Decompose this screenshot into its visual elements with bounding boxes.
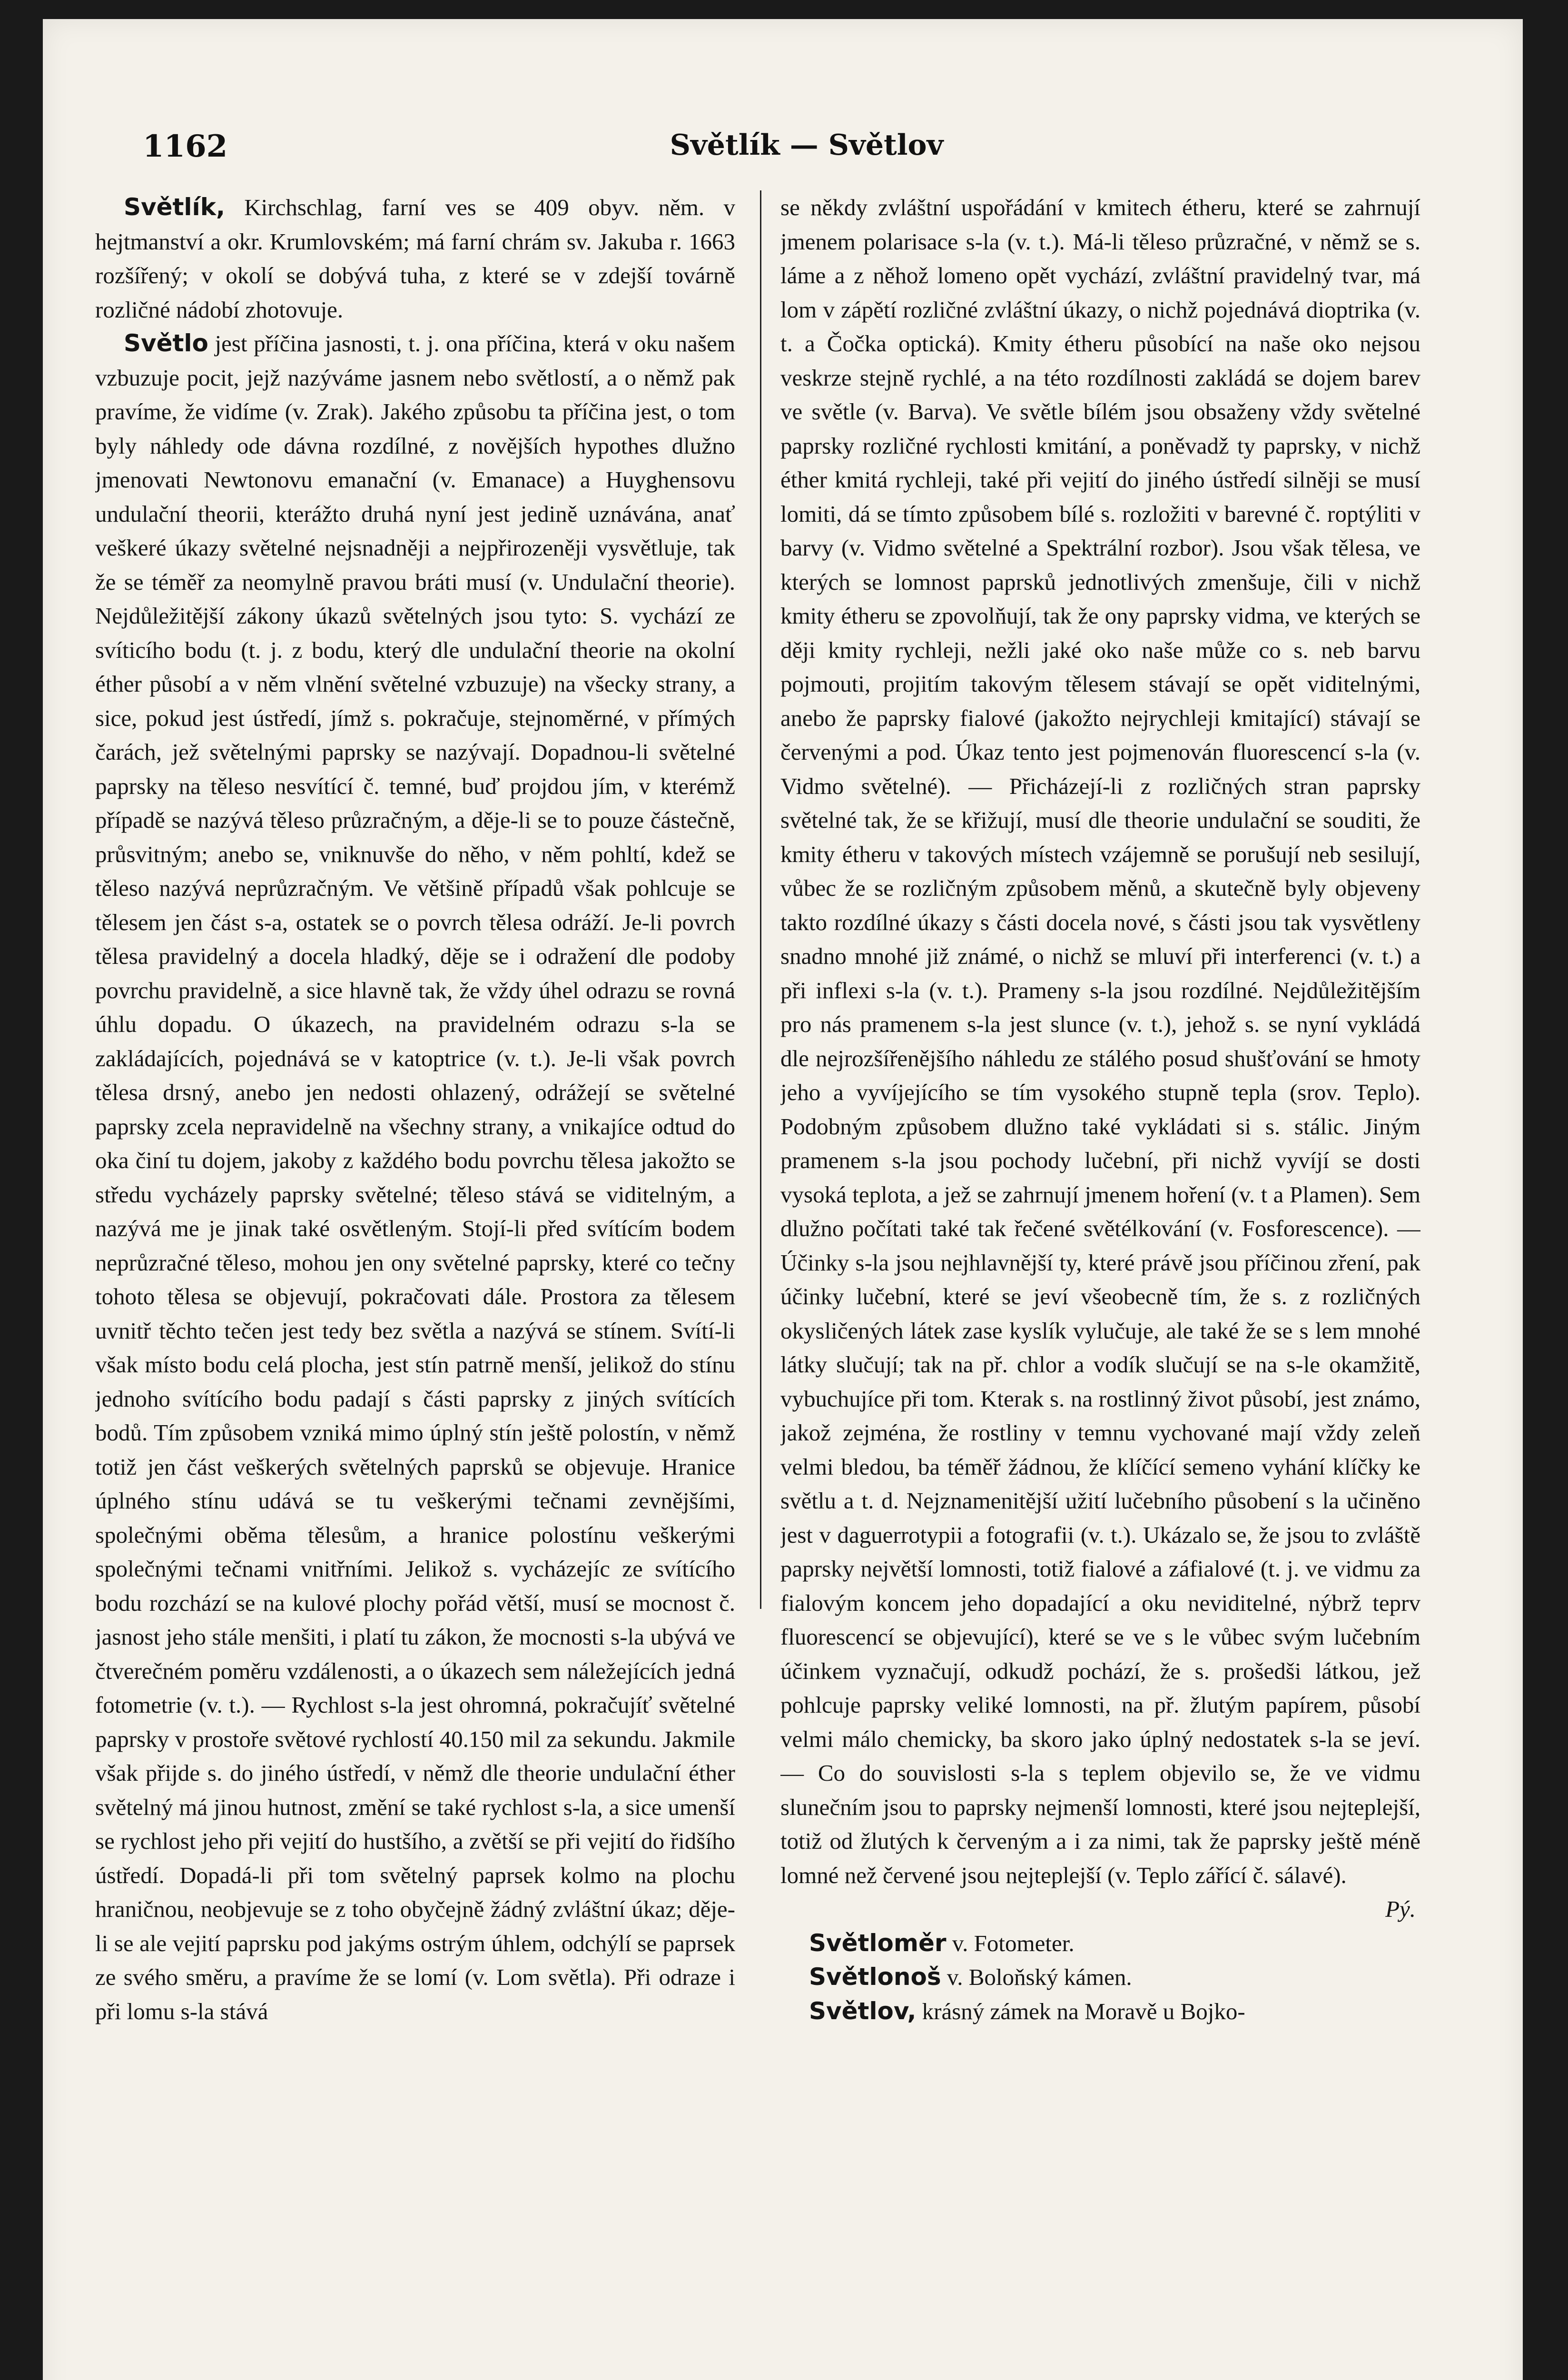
- headword-svetlomer: Světloměr: [809, 1929, 947, 1957]
- entry-svetlomer: [780, 1926, 1420, 1961]
- page-number: 1162: [143, 129, 228, 164]
- right-column: [780, 190, 1420, 2356]
- headword-svetlo: Světlo: [124, 329, 208, 357]
- entry-text-svetlonos: v. Boloňský kámen.: [947, 1964, 1132, 1990]
- headword-svetlonos: Světlonoš: [809, 1963, 941, 1991]
- author-signature: Pý.: [1385, 1896, 1416, 1922]
- page-header: [143, 129, 1470, 181]
- entry-text-svetlov: krásný zámek na Moravě u Bojko-: [922, 1998, 1245, 2024]
- entry-text-svetlo: jest příčina jasnosti, t. j. ona příčina, která v oku našem vzbuzuje pocit, jejž nazýváme jasnem nebo světlostí, a o němž pak pravíme, že vidíme (v. Zrak). Jakého způsobu ta příčina jest, o tom byly náhledy ode dávna rozdílné, z novějších hypothes dlužno jmenovati Newtonovu emanační (v. Emanace) a Huyghensovu undulační theorii, kterážto druhá nyní jest jedině uznávána, anať veškeré úkazy světelné nejsnadněji a nejpřirozeněji vysvětluje, tak že se téměř za neomylně pravou bráti musí (v. Undulační theorie). Nejdůležitější zákony úkazů světelných jsou tyto: S. vychází ze svíticího bodu (t. j. z bodu, který dle undulační theorie na okolní éther působí a v něm vlnění světelné vzbuzuje) na všecky strany, a sice, pokud jest ústředí, jímž s. pokračuje, stejnoměrné, v přímých čarách, jež světelnými paprsky se nazývají. Dopadnou-li světelné paprsky na těleso nesvítící č. temné, buď projdou jím, v kterémž případě se nazývá těleso průzračným, a děje-li se to pouze částečně, průsvitným; anebo se, vniknuvše do něho, v něm pohltí, kdež se těleso nazývá neprůzračným. Ve většině případů však pohlcuje se tělesem jen část s-a, ostatek se o povrch tělesa odráží. Je-li povrch tělesa pravidelný a docela hladký, děje se i odražení dle podoby povrchu pravidelně, a sice hlavně tak, že vždy úhel odrazu se rovná úhlu dopadu. O úkazech, na pravidelném odrazu s-la se zakládajících, pojednává se v katoptrice (v. t.). Je-li však povrch tělesa drsný, anebo jen nedosti ohlazený, odrážejí se světelné paprsky zcela nepravidelně na všechny strany, a vnikajíce odtud do oka činí tu dojem, jakoby z každého bodu povrchu tělesa jakožto se středu vycházely paprsky světelné; těleso stává se viditelným, a nazývá me je jinak také osvětleným. Stojí-li před svítícím bodem neprůzračné těleso, mohou jen ony světelné paprsky, které co tečny tohoto tělesa se objevují, pokračovati dále. Prostora za tělesem uvnitř těchto tečen jest tedy bez světla a nazývá se stínem. Svítí-li však místo bodu celá plocha, jest stín patrně menší, jelikož do stínu jednoho svítícího bodu padají s části paprsky z jiných svítících bodů. Tím způsobem vzniká mimo úplný stín ještě polostín, v němž totiž jen část veškerých světelných paprsků se objevuje. Hranice úplného stínu udává se tu veškerými tečnami zevnějšími, společnými oběma tělesům, a hranice polostínu veškerými společnými tečnami vnitřními. Jelikož s. vycházejíc ze svítícího bodu rozchází se na kulové plochy pořád větší, musí se mocnost č. jasnost jeho stále menšiti, i platí tu zákon, že mocnosti s-la ubývá ve čtverečném poměru vzdálenosti, a o úkazech sem náležejících jedná fotometrie (v. t.). — Rychlost s-la jest ohromná, pokračujíť světelné paprsky v prostoře světové rychlostí 40.150 mil za sekundu. Jakmile však přijde s. do jiného ústředí, v němž dle theorie undulační éther světelný má jinou hutnost, změní se také rychlost s-la, a sice umenší se rychlost jeho při vejití do hustšího, a zvětší se při vejití do řidšího ústředí. Dopadá-li při tom světelný paprsek kolmo na plochu hraničnou, neobjevuje se z toho obyčejně žádný zvláštní úkaz; děje-li se ale vejití paprsku pod jakýms ostrým úhlem, odchýlí se paprsek ze svého směru, a pravíme že se lomí (v. Lom světla). Při odraze i při lomu s-la stává: [95, 330, 735, 2024]
- headword-svetlov: Světlov,: [809, 1997, 917, 2025]
- entry-svetlik: [95, 190, 735, 327]
- column-divider: [760, 190, 761, 1609]
- headword-svetlik: Světlík,: [124, 193, 225, 221]
- entry-svetlov: [780, 1994, 1420, 2029]
- entry-text-svetlik: Kirchschlag, farní ves se 409 obyv. něm. v hejtmanství a okr. Krumlovském; má farní chrám sv. Jakuba r. 1663 rozšířený; v okolí se dobývá tuha, z které se v zdejší továrně rozličné nádobí zhotovuje.: [95, 194, 735, 323]
- entry-svetlo-continuation: se někdy zvláštní uspořádání v kmitech étheru, které se zahrnují jmenem polarisace s-la (v. t.). Má-li těleso průzračné, v němž se s. láme a z něhož lomeno opět vychází, zvláštní pravidelný tvar, má lom v zápětí rozličné zvláštní úkazy, o nichž pojednává dioptrika (v. t. a Čočka optická). Kmity étheru působící na naše oko nejsou veskrze stejně rychlé, a na této rozdílnosti zakládá se dojem barev ve světle (v. Barva). Ve světle bílém jsou obsaženy vždy světelné paprsky rozličné rychlosti kmitání, a poněvadž ty paprsky, v nichž éther kmitá rychleji, také při vejití do jiného ústředí silněji se musí lomiti, dá se tímto způsobem bílé s. rozložiti v barevné č. roptýliti v barvy (v. Vidmo světelné a Spektrální rozbor). Jsou však tělesa, ve kterých se lomnost paprsků jednotlivých zmenšuje, čili v nichž kmity étheru se zpovolňují, tak že ony paprsky vidma, ve kterých se ději kmity rychleji, nežli jaké oko naše může co s. neb barvu pojmouti, projitím takovým tělesem stávají se opět viditelnými, anebo že paprsky fialové (jakožto nejrychleji kmitající) stávají se červenými a pod. Úkaz tento jest pojmenován fluorescencí s-la (v. Vidmo světelné). — Přicházejí-li z rozličných stran paprsky světelné tak, že se křižují, musí dle theorie undulační se souditi, že kmity étheru v takových místech vzájemně se porušují neb sesilují, vůbec že se rozličným způsobem měnů, a skutečně byly objeveny takto rozdílné úkazy s části docela nové, s části jsou tak vysvětleny snadno mnohé již známé, o nichž se mluví při interferenci (v. t.) a při inflexi s-la (v. t.). Prameny s-la jsou rozdílné. Nejdůležitějším pro nás pramenem s-la jest slunce (v. t.), jehož s. se nyní vykládá dle nejrozšířenějšího náhledu ze stálého posud shušťování se hmoty jeho a vyvíjejícího se tím vysokého stupně tepla (srov. Teplo). Podobným způsobem dlužno také vykládati si s. stálic. Jiným pramenem s-la jsou pochody lučební, při nichž vyvíjí se dosti vysoká teplota, a jež se zahrnují jmenem hoření (v. t a Plamen). Sem dlužno počítati také tak řečené světélkování (v. Fosforescence). — Účinky s-la jsou nejhlavnější ty, které právě jsou příčinou zření, pak účinky lučební, které se jeví všeobecně tím, že s. z rozličných okysličených látek zase kyslík vylučuje, ale také že se s lem mnohé látky slučují; tak na př. chlor a vodík slučují se na s-le okamžitě, vybuchujíce při tom. Kterak s. na rostlinný život působí, jest známo, jakož zejména, že rostliny v temnu vychované mají vždy zeleň velmi bledou, ba téměř žádnou, že klíčící semeno vyhání klíčky ke světlu a t. d. Nejznamenitější užití lučebního působení s la učiněno jest v daguerrotypii a fotografii (v. t.). Ukázalo se, že jsou to zvláště paprsky největší lomnosti, totiž fialové a záfialové (t. j. ve vidmu za fialovým koncem jeho dopadající a oku neviditelné, nýbrž teprv fluorescencí se objevující), které se ve s le vůbec svým lučebním účinkem vyznačují, odkudž pochází, že s. prošedši látkou, jež pohlcuje paprsky veliké lomnosti, na př. žlutým papírem, působí velmi málo chemicky, ba skoro jako úplný nedostatek s-la se jeví. — Co do souvislosti s-la s teplem objevilo se, že ve vidmu slunečním jsou to paprsky nejmenší lomnosti, které jsou nejteplejší, totiž od žlutých k červeným a i za nimi, tak že paprsky ještě méně lomné než červené jsou nejteplejší (v. Teplo zářící č. sálavé).: [780, 194, 1420, 1888]
- entry-svetlonos: [780, 1960, 1420, 1994]
- left-column: [95, 190, 735, 2356]
- entry-svetlo: [95, 327, 735, 2028]
- running-head: Světlík — Světlov: [670, 129, 944, 162]
- entry-text-svetlomer: v. Fotometer.: [952, 1930, 1075, 1956]
